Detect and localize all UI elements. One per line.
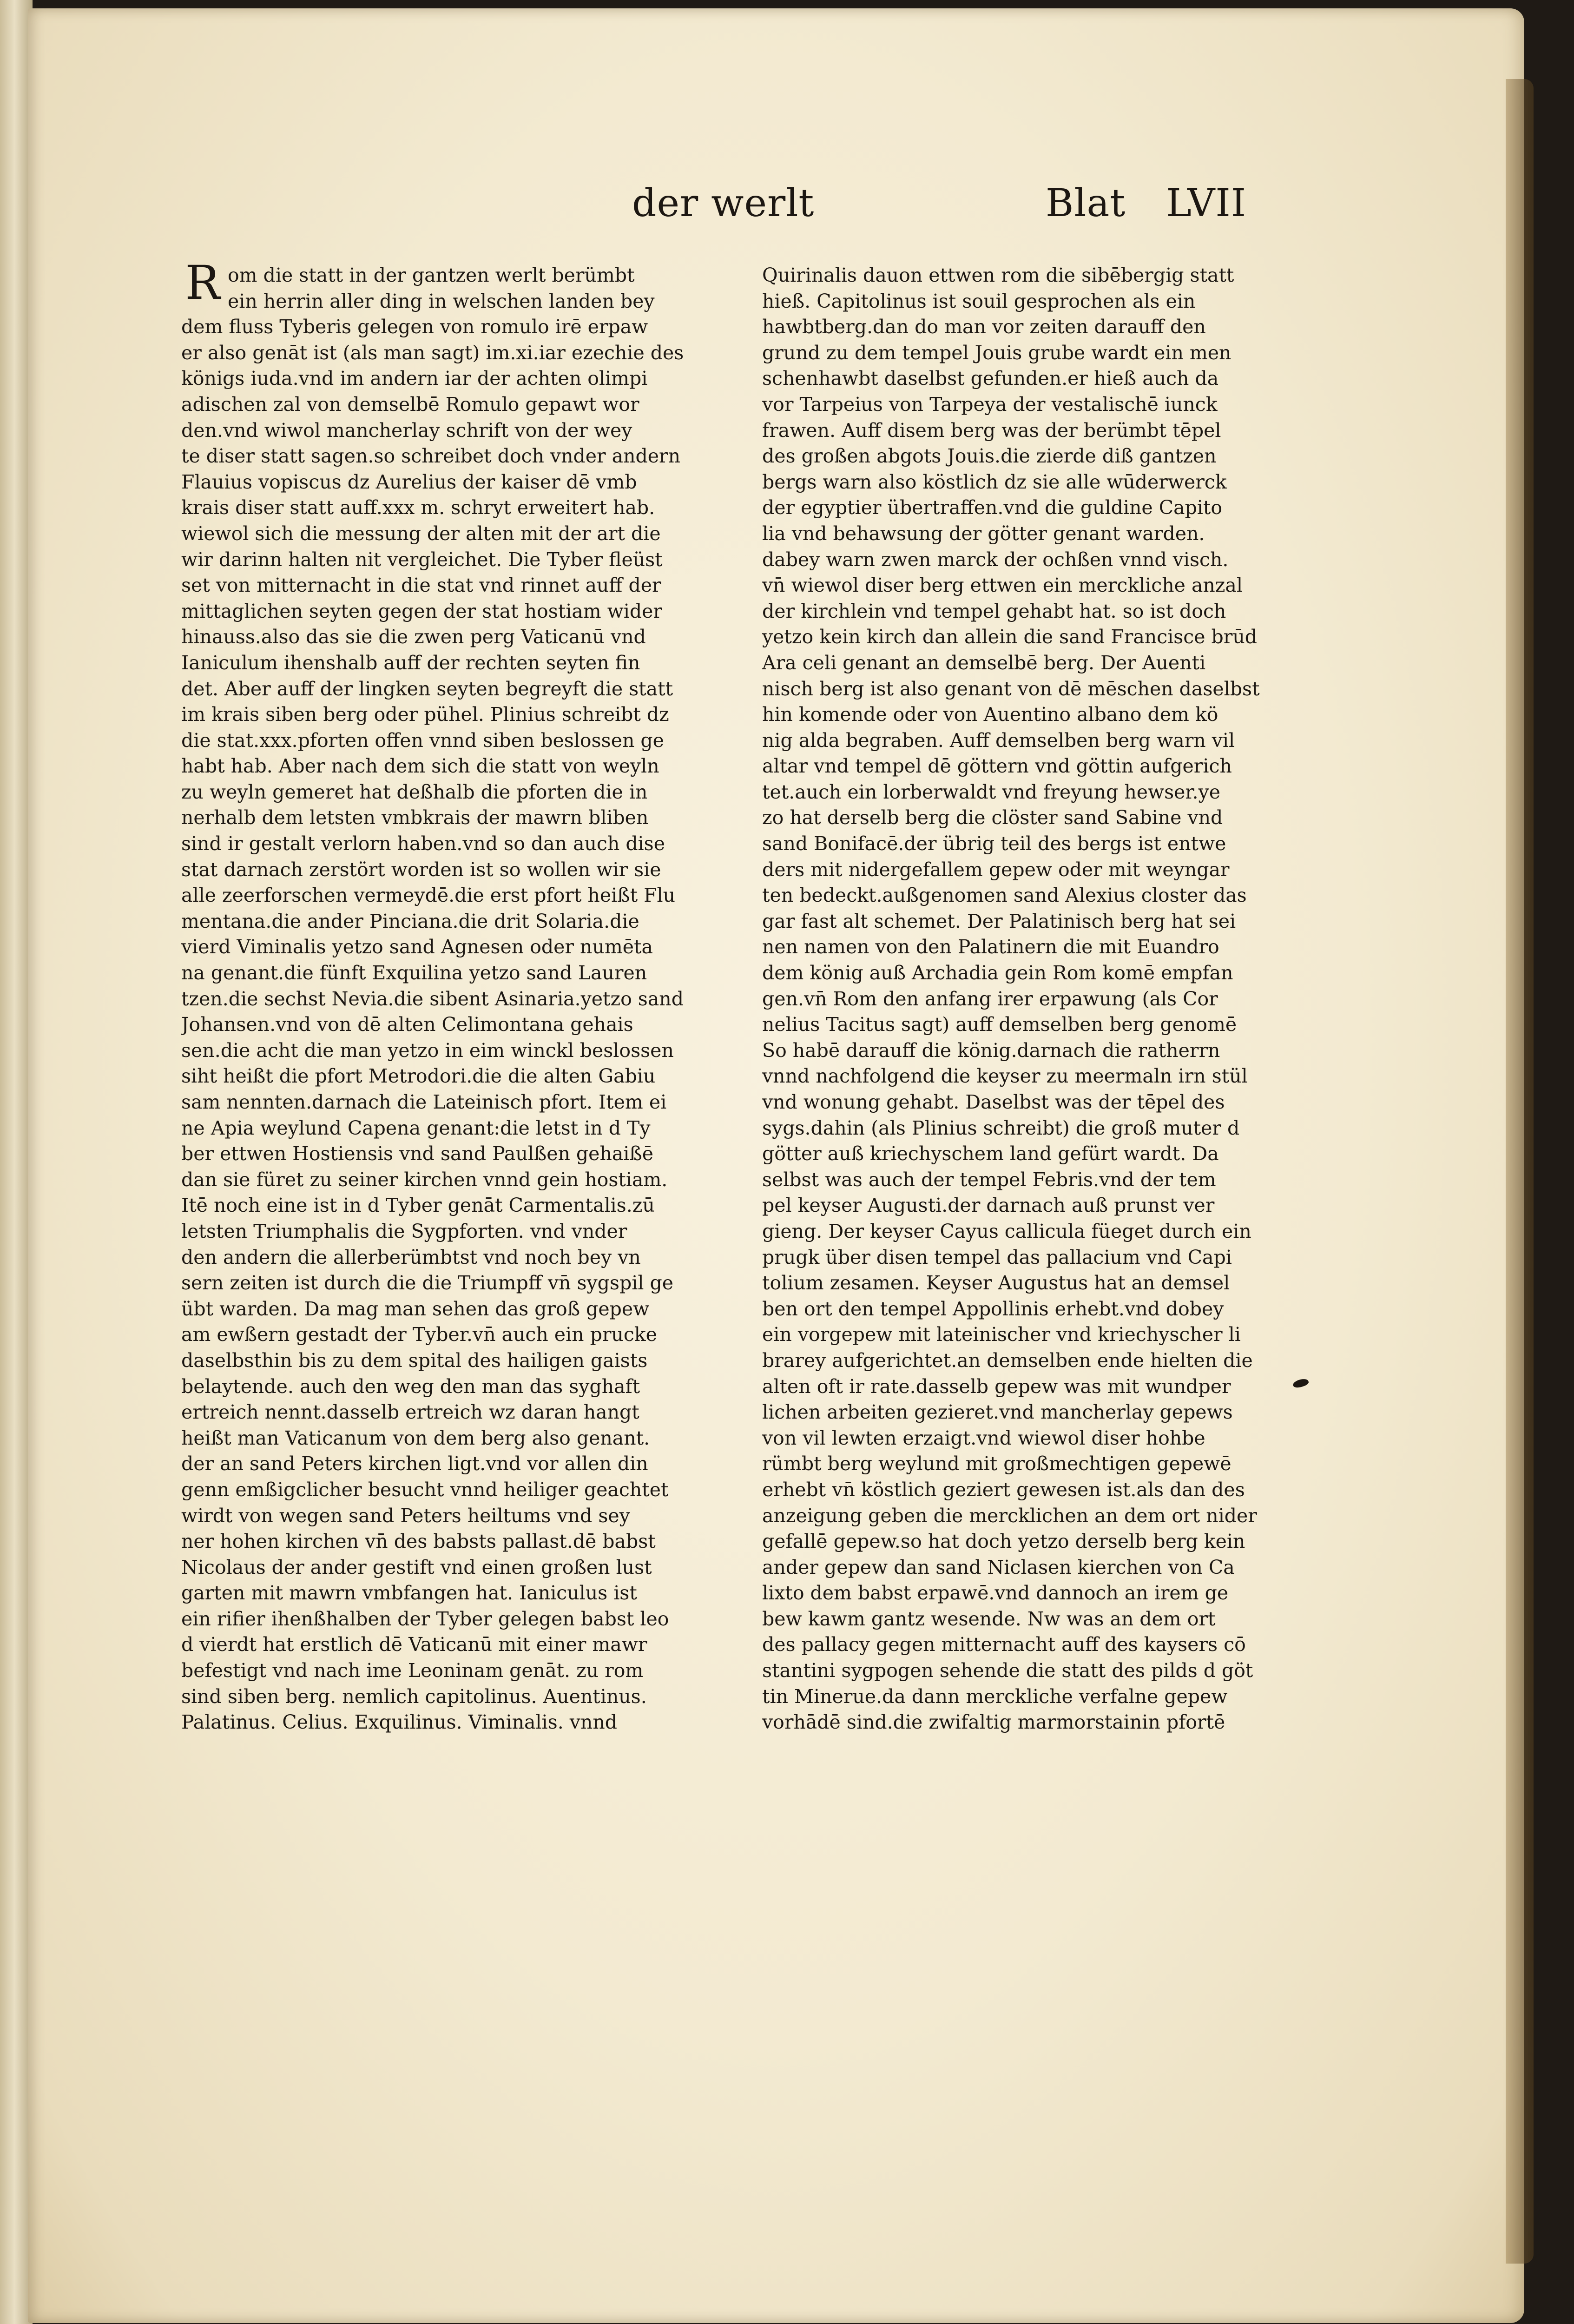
running-title: der werlt [632,181,815,225]
text-line: von vil lewten erzaigt.vnd wiewol diser hohbe [762,1426,1205,1449]
text-line: dem könig auß Archadia gein Rom komē empfan [762,962,1233,984]
text-line: tin Minerue.da dann merckliche verfalne gepew [762,1685,1228,1708]
text-line: hin komende oder von Auentino albano dem kö [762,703,1218,726]
text-line: sind ir gestalt verlorn haben.vnd so dan auch dise [181,832,665,855]
text-line: nisch berg ist also genant von dē mēschen daselbst [762,677,1260,700]
text-line: heißt man Vaticanum von dem berg also genant. [181,1426,650,1449]
text-line: selbst was auch der tempel Febris.vnd der tem [762,1168,1216,1191]
text-line: mittaglichen seyten gegen der stat hostiam wider [181,600,663,622]
text-line: brarey aufgerichtet.an demselben ende hielten die [762,1349,1253,1372]
text-line: ander gepew dan sand Niclasen kierchen von Ca [762,1556,1235,1578]
text-line: gieng. Der keyser Cayus callicula füeget durch ein [762,1220,1251,1242]
text-line: wir darinn halten nit vergleichet. Die Tyber fleüst [181,548,663,571]
text-line: sygs.dahin (als Plinius schreibt) die groß muter d [762,1116,1240,1139]
text-line: sand Bonifacē.der übrig teil des bergs ist entwe [762,832,1226,855]
text-line: tolium zesamen. Keyser Augustus hat an demsel [762,1272,1230,1294]
text-line: übt warden. Da mag man sehen das groß gepew [181,1297,650,1320]
text-line: garten mit mawrn vmbfangen hat. Ianiculus ist [181,1582,637,1604]
text-line: daselbsthin bis zu dem spital des hailigen gaists [181,1349,648,1372]
text-line: prugk über disen tempel das pallacium vnd Capi [762,1246,1232,1268]
text-line: krais diser statt auff.xxx m. schryt erweitert hab. [181,496,655,519]
text-line: hawbtberg.dan do man vor zeiten darauff den [762,316,1206,338]
text-line: befestigt vnd nach ime Leoninam genāt. zu rom [181,1659,644,1682]
text-line: den andern die allerberümbtst vnd noch bey vn [181,1246,641,1268]
text-line: nig alda begraben. Auff demselben berg warn vil [762,729,1235,752]
text-line: nen namen von den Palatinern die mit Euandro [762,936,1219,958]
text-line: alle zeerforschen vermeydē.die erst pfort heißt Flu [181,884,676,907]
text-line: vnd wonung gehabt. Daselbst was der tēpel des [762,1091,1225,1113]
text-line: nelius Tacitus sagt) auff demselben berg genomē [762,1013,1237,1036]
text-line: wirdt von wegen sand Peters heiltums vnd sey [181,1504,630,1527]
text-line: siht heißt die pfort Metrodori.die die alten Gabiu [181,1065,656,1088]
text-line: die stat.xxx.pforten offen vnnd siben beslossen ge [181,729,664,752]
right-text-column [762,263,1278,1736]
text-line: ein rifier ihenßhalben der Tyber gelegen babst leo [181,1607,669,1630]
text-line: der an sand Peters kirchen ligt.vnd vor allen din [181,1452,648,1475]
text-line: vn̄ wiewol diser berg ettwen ein merckliche anzal [762,574,1243,597]
text-line: letsten Triumphalis die Sygpforten. vnd vnder [181,1220,627,1242]
text-line: ders mit nidergefallem gepew oder mit weyngar [762,858,1230,881]
text-line: lichen arbeiten gezieret.vnd mancherlay gepews [762,1401,1233,1424]
text-line: sen.die acht die man yetzo in eim winckl beslossen [181,1039,674,1062]
text-line: habt hab. Aber nach dem sich die statt von weyln [181,755,659,778]
text-line: erhebt vn̄ köstlich geziert gewesen ist.als dan des [762,1478,1245,1501]
text-line: stat darnach zerstört worden ist so wollen wir sie [181,858,661,881]
folio-label: Blat [1046,181,1126,225]
text-line: vierd Viminalis yetzo sand Agnesen oder numēta [181,936,653,958]
text-line: bergs warn also köstlich dz sie alle wūderwerck [762,470,1227,493]
text-line: wiewol sich die messung der alten mit der art die [181,522,661,545]
text-line: der kirchlein vnd tempel gehabt hat. so ist doch [762,600,1226,622]
text-line: schenhawbt daselbst gefunden.er hieß auch da [762,367,1219,390]
text-line: anzeigung geben die mercklichen an dem ort nider [762,1504,1257,1527]
folio-number: LVII [1166,181,1247,225]
text-line: ber ettwen Hostiensis vnd sand Paulßen gehaißē [181,1142,654,1165]
text-line: vorhādē sind.die zwifaltig marmorstainin pfortē [762,1711,1225,1734]
text-line: sam nennten.darnach die Lateinisch pfort. Item ei [181,1091,667,1113]
text-line: sern zeiten ist durch die die Triumpff vn̄ sygspil ge [181,1272,673,1294]
text-line: ten bedeckt.außgenomen sand Alexius closter das [762,884,1247,907]
text-line: vor Tarpeius von Tarpeya der vestalischē iunck [762,393,1218,416]
text-line: frawen. Auff disem berg was der berümbt tēpel [762,419,1221,442]
folio-heading [1046,181,1246,225]
text-line: altar vnd tempel dē göttern vnd göttin aufgerich [762,755,1232,778]
text-line: des pallacy gegen mitternacht auff des kaysers cō [762,1633,1246,1656]
text-line: Palatinus. Celius. Exquilinus. Viminalis. vnnd [181,1711,617,1734]
text-line: ertreich nennt.dasselb ertreich wz daran hangt [181,1401,639,1424]
text-line: königs iuda.vnd im andern iar der achten olimpi [181,367,648,390]
text-line: Quirinalis dauon ettwen rom die sibēbergig statt [762,264,1234,286]
text-line: gar fast alt schemet. Der Palatinisch berg hat sei [762,910,1236,932]
text-line: bew kawm gantz wesende. Nw was an dem ort [762,1607,1216,1630]
text-line: ein herrin aller ding in welschen landen bey [228,290,655,312]
text-line: rümbt berg weylund mit großmechtigen gepewē [762,1452,1232,1475]
text-line: den.vnd wiwol mancherlay schrift von der wey [181,419,632,442]
text-line: hieß. Capitolinus ist souil gesprochen als ein [762,290,1196,312]
text-line: gen.vn̄ Rom den anfang irer erpawung (als Cor [762,987,1218,1010]
text-line: pel keyser Augusti.der darnach auß prunst ver [762,1194,1215,1217]
text-line: hinauss.also das sie die zwen perg Vaticanū vnd [181,626,646,648]
text-line: er also genāt ist (als man sagt) im.xi.iar ezechie des [181,341,684,364]
text-line: grund zu dem tempel Jouis grube wardt ein men [762,341,1232,364]
text-line: dem fluss Tyberis gelegen von romulo irē erpaw [181,316,648,338]
text-line: om die statt in der gantzen werlt berümbt [228,264,635,286]
text-line: zo hat derselb berg die clöster sand Sabine vnd [762,806,1223,829]
text-line: det. Aber auff der lingken seyten begreyft die statt [181,677,673,700]
text-line: am ewßern gestadt der Tyber.vn̄ auch ein prucke [181,1323,657,1346]
text-line: Nicolaus der ander gestift vnd einen großen lust [181,1556,652,1578]
text-line: vnnd nachfolgend die keyser zu meermaln irn stül [762,1065,1248,1088]
text-line: adischen zal von demselbē Romulo gepawt wor [181,393,639,416]
text-line: stantini sygpogen sehende die statt des pilds d göt [762,1659,1253,1682]
page-fore-edge [1506,79,1534,2264]
text-line: ben ort den tempel Appollinis erhebt.vnd dobey [762,1297,1224,1320]
text-line: belaytende. auch den weg den man das syghaft [181,1375,640,1398]
text-line: mentana.die ander Pinciana.die drit Solaria.die [181,910,639,932]
text-line: na genant.die fünft Exquilina yetzo sand Lauren [181,962,647,984]
text-line: d vierdt hat erstlich dē Vaticanū mit einer mawr [181,1633,647,1656]
text-line: set von mitternacht in die stat vnd rinnet auff der [181,574,661,597]
text-line: ein vorgepew mit lateinischer vnd kriechyscher li [762,1323,1241,1346]
text-line: dabey warn zwen marck der ochßen vnnd visch. [762,548,1229,571]
text-line: zu weyln gemeret hat deßhalb die pforten die in [181,780,648,803]
text-line: ner hohen kirchen vn̄ des babsts pallast.dē babst [181,1530,656,1553]
text-line: ne Apia weylund Capena genant:die letst in d Ty [181,1116,651,1139]
text-line: Flauius vopiscus dz Aurelius der kaiser dē vmb [181,470,637,493]
text-line: te diser statt sagen.so schreibet doch vnder andern [181,445,681,468]
text-line: des großen abgots Jouis.die zierde diß gantzen [762,445,1217,468]
text-line: sind siben berg. nemlich capitolinus. Auentinus. [181,1685,647,1708]
text-line: genn emßigclicher besucht vnnd heiliger geachtet [181,1478,669,1501]
text-line: lixto dem babst erpawē.vnd dannoch an irem ge [762,1582,1229,1604]
text-line: nerhalb dem letsten vmbkrais der mawrn bliben [181,806,649,829]
text-line: Johansen.vnd von dē alten Celimontana gehais [181,1013,633,1036]
text-line: götter auß kriechyschem land gefürt wardt. Da [762,1142,1219,1165]
text-line: gefallē gepew.so hat doch yetzo derselb berg kein [762,1530,1245,1553]
text-line: yetzo kein kirch dan allein die sand Francisce brūd [762,626,1258,648]
text-line: alten oft ir rate.dasselb gepew was mit wundper [762,1375,1231,1398]
text-line: im krais siben berg oder pühel. Plinius schreibt dz [181,703,669,726]
initial-letter: R [185,256,220,310]
text-line: tzen.die sechst Nevia.die sibent Asinaria.yetzo sand [181,987,684,1010]
text-line: Itē noch eine ist in d Tyber genāt Carmentalis.zū [181,1194,655,1217]
text-line: Ianiculum ihenshalb auff der rechten seyten fin [181,651,640,674]
text-line: der egyptier übertraffen.vnd die guldine Capito [762,496,1223,519]
text-line: tet.auch ein lorberwaldt vnd freyung hewser.ye [762,780,1220,803]
left-text-column [181,263,688,1736]
text-line: dan sie füret zu seiner kirchen vnnd gein hostiam. [181,1168,668,1191]
text-line: lia vnd behawsung der götter genant warden. [762,522,1205,545]
text-line: So habē darauff die könig.darnach die ratherrn [762,1039,1220,1062]
text-line: Ara celi genant an demselbē berg. Der Auenti [762,651,1206,674]
